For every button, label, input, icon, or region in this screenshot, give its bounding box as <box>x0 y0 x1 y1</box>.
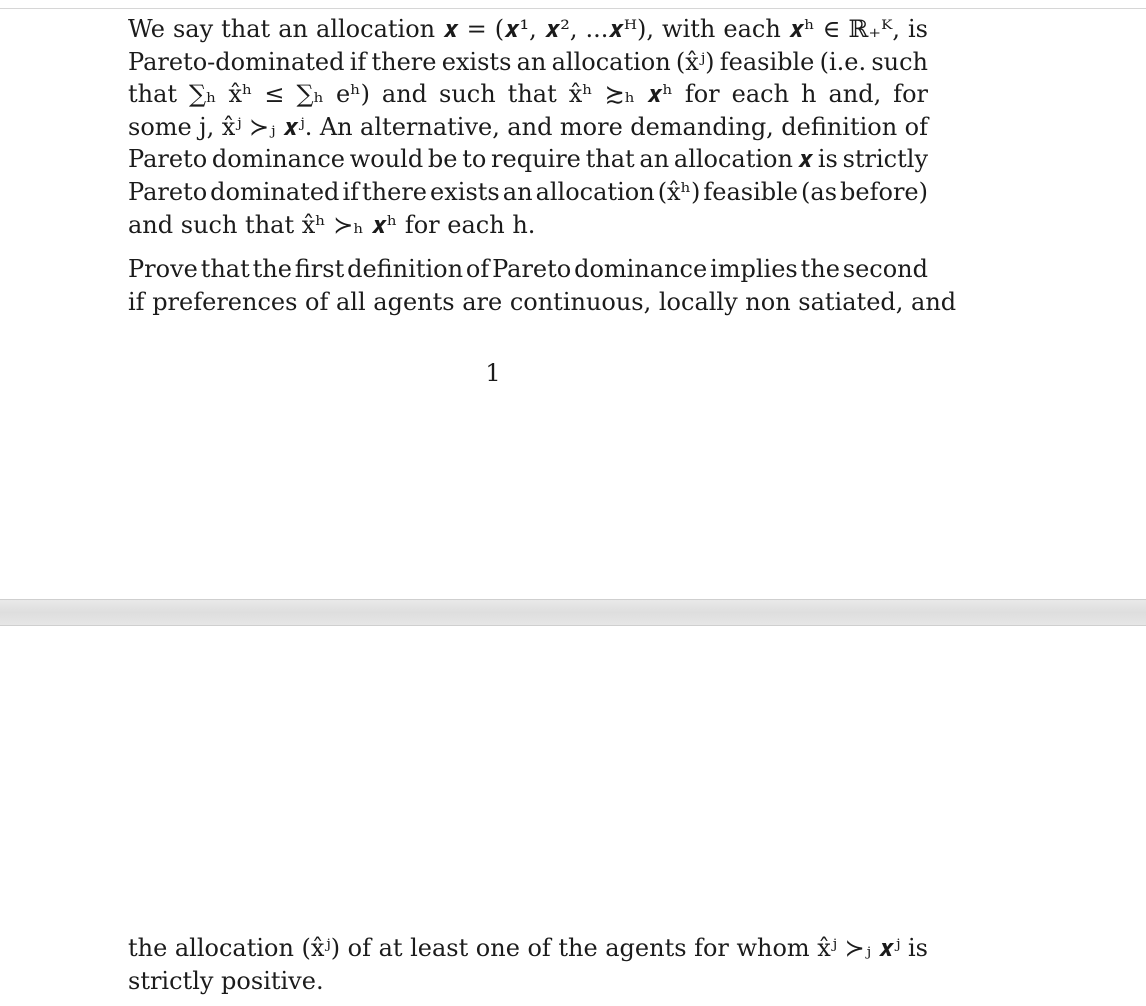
text-line: Pareto dominance would be to require that an allocation 𝒙 is strictly <box>128 145 928 174</box>
page-separator <box>0 599 1146 626</box>
page-number: 1 <box>485 359 501 387</box>
text-line: that ∑ₕ x̂ʰ ≤ ∑ₕ eʰ) and such that x̂ʰ ≿ₕ 𝒙ʰ for each h and, for <box>128 80 928 109</box>
text-line: the allocation (x̂ʲ) of at least one of the agents for whom x̂ʲ ≻ⱼ 𝒙ʲ is <box>128 934 928 962</box>
text-line: and such that x̂ʰ ≻ₕ 𝒙ʰ for each h. <box>128 210 536 239</box>
paragraph-prove <box>128 253 957 318</box>
page-1 <box>0 9 1146 599</box>
text-line: Pareto dominated if there exists an allocation (x̂ʰ) feasible (as before) <box>128 177 928 206</box>
text-line: Prove that the first definition of Pareto dominance implies the second <box>128 255 928 283</box>
text-line: if preferences of all agents are continuous, locally non satiated, and <box>128 287 957 316</box>
text-line: Pareto-dominated if there exists an allocation (x̂ʲ) feasible (i.e. such <box>128 47 929 76</box>
paragraph-continuation <box>128 932 928 997</box>
text-line: We say that an allocation 𝒙 = (𝒙¹, 𝒙², ...𝒙ᴴ), with each 𝒙ʰ ∈ ℝ₊ᴷ, is <box>128 15 928 43</box>
text-line: some j, x̂ʲ ≻ⱼ 𝒙ʲ. An alternative, and more demanding, definition of <box>128 112 928 141</box>
previous-page-bottom-edge <box>0 0 1146 9</box>
page-2 <box>0 626 1146 1006</box>
paragraph-definition <box>128 13 928 241</box>
text-line: strictly positive. <box>128 966 324 995</box>
